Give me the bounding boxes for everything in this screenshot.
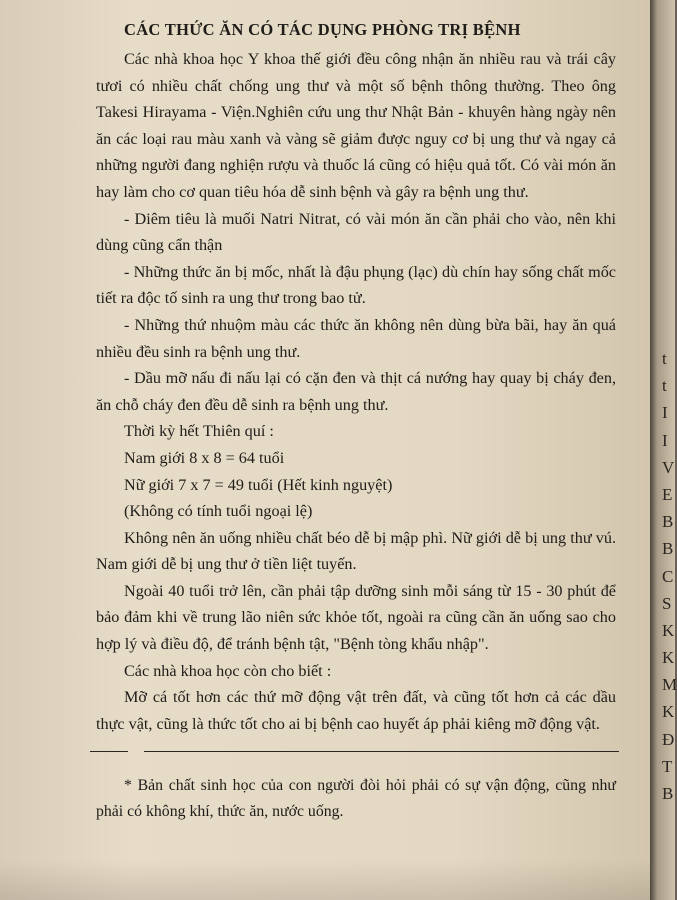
paragraph-dau-mo: - Dầu mỡ nấu đi nấu lại có cặn đen và thịt cá nướng hay quay bị cháy đen, ăn chỗ cháy đen đều dễ sinh ra bệnh ung thư. xyxy=(96,369,616,414)
paragraph-intro: Các nhà khoa học Y khoa thế giới đều công nhận ăn nhiều rau và trái cây tươi có nhiều chất chống ung thư và một số bệnh thông thường. Theo ông Takesi Hirayama - Viện.Nghiên cứu ung thư Nhật Bản - khuyên hàng ngày nên ăn các loại rau màu xanh và vàng sẽ giảm được nguy cơ bị ung thư và ngay cả những người đang nghiện rượu và thuốc lá cũng có hiệu quả tốt. Có vài món ăn hay làm cho cơ quan tiêu hóa dễ sinh bệnh và gây ra bệnh ung thư. xyxy=(96,50,616,201)
page-shadow xyxy=(0,860,650,900)
paragraph-mo-ca: Mỡ cá tốt hơn các thứ mỡ động vật trên đất, và cũng tốt hơn cả các dầu thực vật, cũng là thức tốt cho ai bị bệnh cao huyết áp phải kiêng mỡ động vật. xyxy=(96,688,616,733)
edge-letter: B xyxy=(662,784,674,803)
adjacent-page-edge xyxy=(650,0,675,900)
edge-letter: T xyxy=(662,756,673,776)
page-content xyxy=(96,16,616,825)
page-title: CÁC THỨC ĂN CÓ TÁC DỤNG PHÒNG TRỊ BỆNH xyxy=(124,20,521,39)
paragraph-chat-beo: Không nên ăn uống nhiều chất béo dễ bị mập phì. Nữ giới dễ bị ung thư vú. Nam giới dễ bị ung thư ở tiền liệt tuyến. xyxy=(96,528,616,574)
footnote-divider xyxy=(96,739,616,767)
paragraph-nhuom-mau: - Những thứ nhuộm màu các thức ăn không nên dùng bừa bãi, hay ăn quá nhiều đều sinh ra bệnh ung thư. xyxy=(96,315,616,361)
paragraph-duong-sinh: Ngoài 40 tuổi trở lên, cần phải tập dưỡng sinh mỗi sáng từ 15 - 30 phút để bảo đảm khi về trung lão niên sức khỏe tốt, ngoài ra cũng cần ăn uống sao cho hợp lý và điều độ, để tránh bệnh tật, "Bệnh tòng khẩu nhập". xyxy=(96,581,616,654)
edge-letter: K xyxy=(662,620,675,640)
edge-letters xyxy=(662,345,677,807)
line-ngoai-le: (Không có tính tuổi ngoại lệ) xyxy=(124,502,313,521)
edge-letter: S xyxy=(662,593,672,613)
edge-letter: C xyxy=(662,566,674,586)
divider-long xyxy=(144,751,619,752)
edge-letter: I xyxy=(662,430,668,450)
edge-letter: V xyxy=(662,457,675,477)
edge-letter: K xyxy=(662,702,675,722)
line-thien-qui: Thời kỳ hết Thiên quí : xyxy=(124,422,274,441)
divider-short xyxy=(90,751,128,752)
edge-letter: E xyxy=(662,484,673,504)
edge-letter: I xyxy=(662,403,668,423)
edge-letter: K xyxy=(662,648,675,668)
paragraph-moc: - Những thức ăn bị mốc, nhất là đậu phụng (lạc) dù chín hay sống chất mốc tiết ra độc tố sinh ra ung thư trong bao tử. xyxy=(96,262,616,308)
edge-letter: M xyxy=(662,675,677,695)
edge-letter: B xyxy=(662,539,674,559)
edge-letter: Đ xyxy=(662,729,675,749)
edge-letter: t xyxy=(662,349,667,368)
edge-letter: B xyxy=(662,512,674,532)
line-cho-biet: Các nhà khoa học còn cho biết : xyxy=(124,661,332,680)
paragraph-diem-tieu: - Diêm tiêu là muối Natri Nitrat, có vài món ăn cần phải cho vào, nên khi dùng cũng cẩn thận xyxy=(96,209,616,255)
line-nam-gioi: Nam giới 8 x 8 = 64 tuổi xyxy=(124,448,285,467)
edge-letter: t xyxy=(662,376,667,396)
footnote: * Bản chất sinh học của con người đòi hỏi phải có sự vận động, cũng như phải có không khí, thức ăn, nước uống. xyxy=(96,777,616,821)
line-nu-gioi: Nữ giới 7 x 7 = 49 tuổi (Hết kinh nguyệt) xyxy=(124,475,393,494)
